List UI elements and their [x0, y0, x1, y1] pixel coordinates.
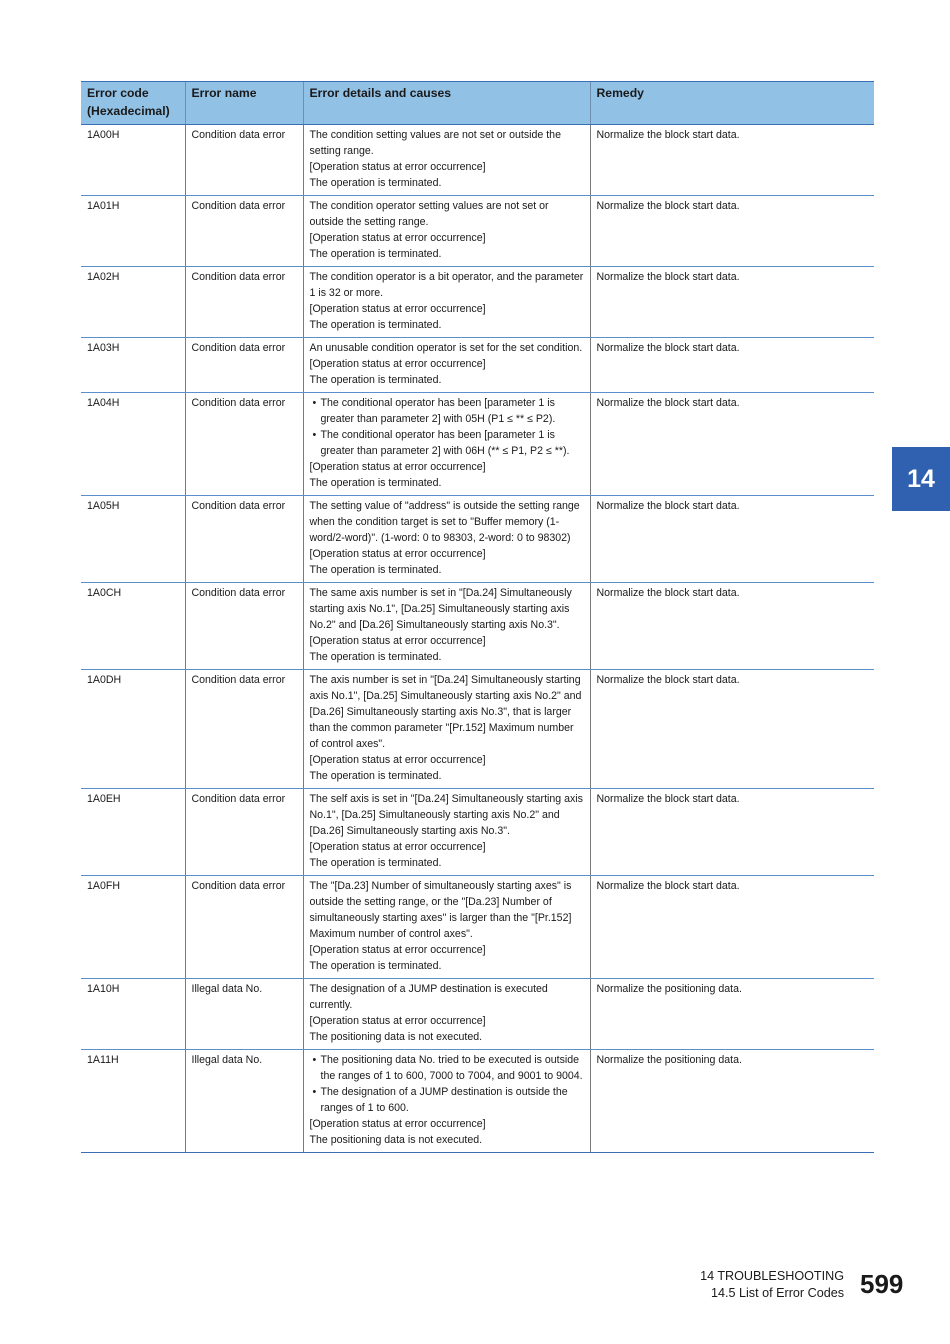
- table-row: [81, 496, 874, 583]
- error-name-cell: Condition data error: [185, 583, 303, 670]
- detail-line: The condition setting values are not set or outside the setting range.: [309, 129, 561, 157]
- remedy-cell: Normalize the block start data.: [590, 670, 874, 789]
- error-details-cell: [303, 1050, 590, 1153]
- error-name-cell: Condition data error: [185, 125, 303, 196]
- header-remedy: Remedy: [590, 82, 874, 125]
- error-name-cell: Condition data error: [185, 393, 303, 496]
- error-code-cell: 1A0CH: [81, 583, 185, 670]
- detail-line: The designation of a JUMP destination is executed currently.: [309, 983, 548, 1011]
- error-details-cell: [303, 496, 590, 583]
- detail-line: The operation is terminated.: [309, 477, 442, 489]
- detail-bullet: • The designation of a JUMP destination is outside the ranges of 1 to 600.: [310, 1084, 584, 1116]
- table-row: [81, 583, 874, 670]
- table-row: [81, 393, 874, 496]
- table-row: [81, 670, 874, 789]
- detail-line: [Operation status at error occurrence]: [309, 161, 486, 173]
- table-row: [81, 196, 874, 267]
- detail-line: An unusable condition operator is set for the set condition.: [309, 342, 583, 354]
- detail-line: [Operation status at error occurrence]: [309, 548, 486, 560]
- error-code-cell: 1A0EH: [81, 789, 185, 876]
- detail-bullet: • The conditional operator has been [parameter 1 is greater than parameter 2] with 05H (P1 ≤ ** ≤ P2).: [310, 395, 584, 427]
- detail-line: [Operation status at error occurrence]: [309, 1118, 486, 1130]
- error-details-cell: [303, 125, 590, 196]
- remedy-cell: Normalize the block start data.: [590, 789, 874, 876]
- error-name-cell: Condition data error: [185, 267, 303, 338]
- table-row: [81, 789, 874, 876]
- detail-bullet: • The positioning data No. tried to be executed is outside the ranges of 1 to 600, 7000 to 7004, and 9001 to 9004.: [310, 1052, 584, 1084]
- error-details-cell: [303, 979, 590, 1050]
- footer-chapter: 14 TROUBLESHOOTING: [700, 1269, 844, 1283]
- error-name-cell: Illegal data No.: [185, 1050, 303, 1153]
- detail-line: [Operation status at error occurrence]: [309, 1015, 486, 1027]
- detail-line: The positioning data is not executed.: [309, 1031, 483, 1043]
- detail-line: The positioning data is not executed.: [309, 1134, 483, 1146]
- detail-line: The condition operator setting values are not set or outside the setting range.: [309, 200, 549, 228]
- detail-line: The setting value of "address" is outside the setting range when the condition target is set to "Buffer memory (1-word/2-word)". (1-word: 0 to 98303, 2-word: 0 to 98302): [309, 500, 580, 544]
- table-row: [81, 125, 874, 196]
- error-name-cell: Condition data error: [185, 338, 303, 393]
- detail-line: The operation is terminated.: [309, 319, 442, 331]
- error-code-cell: 1A00H: [81, 125, 185, 196]
- remedy-cell: Normalize the block start data.: [590, 267, 874, 338]
- table-header: [81, 82, 874, 125]
- detail-line: [Operation status at error occurrence]: [309, 232, 486, 244]
- detail-line: [Operation status at error occurrence]: [309, 944, 486, 956]
- detail-line: The operation is terminated.: [309, 248, 442, 260]
- detail-line: [Operation status at error occurrence]: [309, 303, 486, 315]
- detail-line: The condition operator is a bit operator, and the parameter 1 is 32 or more.: [309, 271, 584, 299]
- error-code-cell: 1A05H: [81, 496, 185, 583]
- detail-bullet: • The conditional operator has been [parameter 1 is greater than parameter 2] with 06H (** ≤ P1, P2 ≤ **).: [310, 427, 584, 459]
- remedy-cell: Normalize the block start data.: [590, 583, 874, 670]
- error-details-cell: [303, 267, 590, 338]
- table-row: [81, 267, 874, 338]
- error-code-cell: 1A04H: [81, 393, 185, 496]
- error-code-cell: 1A0DH: [81, 670, 185, 789]
- remedy-cell: Normalize the positioning data.: [590, 979, 874, 1050]
- detail-line: The "[Da.23] Number of simultaneously starting axes" is outside the setting range, or the "[Da.23] Number of simultaneously starting axes" is larger than the "[Pr.152] Maximum number of control axes".: [309, 880, 572, 940]
- detail-line: The operation is terminated.: [309, 857, 442, 869]
- error-code-cell: 1A03H: [81, 338, 185, 393]
- error-details-cell: [303, 393, 590, 496]
- remedy-cell: Normalize the block start data.: [590, 876, 874, 979]
- detail-line: The operation is terminated.: [309, 564, 442, 576]
- detail-line: The same axis number is set in "[Da.24] Simultaneously starting axis No.1", [Da.25] Simultaneously starting axis No.2" and [Da.26] Simultaneously starting axis No.3".: [309, 587, 572, 631]
- error-name-cell: Condition data error: [185, 876, 303, 979]
- table-row: [81, 876, 874, 979]
- error-code-table: [81, 81, 874, 1153]
- table-row: [81, 979, 874, 1050]
- table-body: [81, 125, 874, 1153]
- detail-line: The self axis is set in "[Da.24] Simultaneously starting axis No.1", [Da.25] Simultaneously starting axis No.2" and [Da.26] Simultaneously starting axis No.3".: [309, 793, 583, 837]
- error-name-cell: Condition data error: [185, 789, 303, 876]
- header-error-name: Error name: [185, 82, 303, 125]
- remedy-cell: Normalize the block start data.: [590, 393, 874, 496]
- error-name-cell: Condition data error: [185, 670, 303, 789]
- detail-line: The operation is terminated.: [309, 177, 442, 189]
- detail-line: [Operation status at error occurrence]: [309, 461, 486, 473]
- table-header-row: [81, 82, 874, 125]
- detail-line: The operation is terminated.: [309, 374, 442, 386]
- detail-line: The axis number is set in "[Da.24] Simultaneously starting axis No.1", [Da.25] Simultaneously starting axis No.2" and [Da.26] Simultaneously starting axis No.3", that is larger than the common parameter "[Pr.152] Maximum number of control axes".: [309, 674, 582, 750]
- error-code-cell: 1A01H: [81, 196, 185, 267]
- page-footer: [700, 1268, 844, 1302]
- detail-line: The operation is terminated.: [309, 960, 442, 972]
- error-details-cell: [303, 338, 590, 393]
- header-error-code: Error code (Hexadecimal): [81, 82, 185, 125]
- detail-line: [Operation status at error occurrence]: [309, 635, 486, 647]
- footer-section: 14.5 List of Error Codes: [711, 1286, 844, 1300]
- header-error-details: Error details and causes: [303, 82, 590, 125]
- detail-line: [Operation status at error occurrence]: [309, 841, 486, 853]
- error-details-cell: [303, 876, 590, 979]
- error-code-cell: 1A0FH: [81, 876, 185, 979]
- table-row: [81, 338, 874, 393]
- error-details-cell: [303, 670, 590, 789]
- detail-line: [Operation status at error occurrence]: [309, 754, 486, 766]
- page-number: 599: [860, 1269, 904, 1299]
- remedy-cell: Normalize the block start data.: [590, 125, 874, 196]
- remedy-cell: Normalize the positioning data.: [590, 1050, 874, 1153]
- error-code-cell: 1A02H: [81, 267, 185, 338]
- remedy-cell: Normalize the block start data.: [590, 196, 874, 267]
- chapter-tab[interactable]: 14: [892, 447, 950, 511]
- error-details-cell: [303, 196, 590, 267]
- table-row: [81, 1050, 874, 1153]
- detail-line: The operation is terminated.: [309, 651, 442, 663]
- error-name-cell: Condition data error: [185, 496, 303, 583]
- error-code-cell: 1A11H: [81, 1050, 185, 1153]
- error-details-cell: [303, 789, 590, 876]
- error-name-cell: Condition data error: [185, 196, 303, 267]
- remedy-cell: Normalize the block start data.: [590, 338, 874, 393]
- detail-line: The operation is terminated.: [309, 770, 442, 782]
- error-details-cell: [303, 583, 590, 670]
- error-name-cell: Illegal data No.: [185, 979, 303, 1050]
- error-code-cell: 1A10H: [81, 979, 185, 1050]
- remedy-cell: Normalize the block start data.: [590, 496, 874, 583]
- detail-line: [Operation status at error occurrence]: [309, 358, 486, 370]
